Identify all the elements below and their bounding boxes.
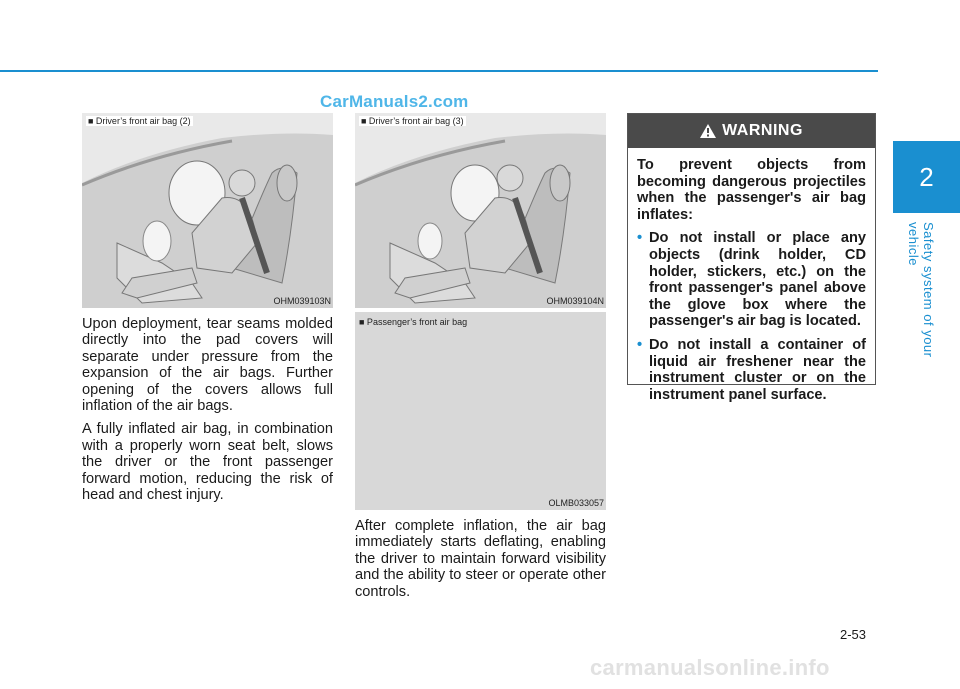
- paragraph: Upon deployment, tear seams molded directly into the pad covers will separate under pressure from the expansion of the air bags. Further opening of the covers allows full inflation of the air bags.: [82, 316, 333, 415]
- bullet-icon: •: [637, 230, 643, 247]
- chapter-title: Safety system of your vehicle: [906, 222, 936, 358]
- watermark-bottom[interactable]: carmanualsonline.info: [590, 655, 830, 680]
- figure-code: OHM039104N: [546, 296, 604, 306]
- page-number: 2-53: [840, 627, 867, 642]
- figure-passenger-airbag: [355, 312, 606, 510]
- bullet-icon: •: [637, 336, 643, 353]
- warning-item: [637, 230, 866, 330]
- paragraph: After complete inflation, the air bag immediately starts deflating, enabling the driver to maintain forward visibility and the ability to steer or operate other controls.: [355, 518, 606, 600]
- header-rule: [0, 70, 878, 72]
- driver-airbag-illustration: [82, 113, 333, 308]
- figure-caption: ■ Passenger’s front air bag: [359, 317, 468, 327]
- passenger-airbag-illustration: [355, 312, 606, 510]
- warning-item-text: Do not install or place any objects (drink holder, CD holder, stickers, etc.) on the front passenger's panel above the glove box where the passenger's air bag is located.: [649, 230, 866, 330]
- figure-driver-airbag-2: [82, 113, 333, 308]
- warning-box: [627, 113, 876, 403]
- figure-caption: ■ Driver’s front air bag (2): [88, 116, 191, 126]
- warning-header: [628, 114, 875, 148]
- figure-code: OHM039103N: [273, 296, 331, 306]
- chapter-tab: 2: [893, 141, 960, 213]
- figure-driver-airbag-3: [355, 113, 606, 308]
- warning-intro: To prevent objects from becoming dangerous projectiles when the passenger's air bag inflates:: [637, 157, 866, 223]
- watermark-top[interactable]: CarManuals2.com: [320, 92, 469, 111]
- warning-title: WARNING: [722, 122, 803, 139]
- warning-body: [628, 148, 875, 403]
- paragraph: A fully inflated air bag, in combination with a properly worn seat belt, slows the driver or the front passenger forward motion, reducing the risk of head and chest injury.: [82, 421, 333, 504]
- middle-body-text: [355, 518, 606, 607]
- figure-code: OLMB033057: [548, 498, 604, 508]
- figure-caption: ■ Driver’s front air bag (3): [361, 116, 464, 126]
- warning-item: [637, 337, 866, 403]
- driver-airbag-deflating-illustration: [355, 113, 606, 308]
- left-body-text: [82, 316, 333, 510]
- warning-list: [637, 230, 866, 403]
- warning-triangle-icon: [700, 124, 716, 138]
- warning-item-text: Do not install a container of liquid air freshener near the instrument cluster or on the instrument panel surface.: [649, 336, 866, 403]
